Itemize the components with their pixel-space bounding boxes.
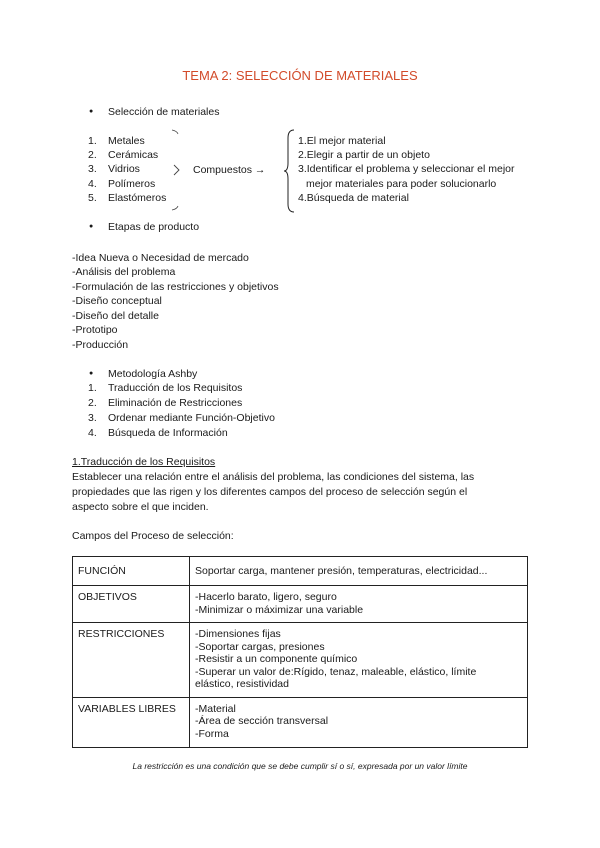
table-key: OBJETIVOS xyxy=(73,586,190,623)
list-item: 1.El mejor material xyxy=(298,135,386,147)
materials-bracket xyxy=(168,126,184,216)
list-item: 5. Elastómeros xyxy=(88,192,167,204)
steps-brace xyxy=(283,128,297,214)
table-key: FUNCIÓN xyxy=(73,557,190,586)
list-item: 4. Polímeros xyxy=(88,178,156,190)
table-row xyxy=(73,586,528,623)
campos-table xyxy=(72,556,528,748)
list-item: -Diseño conceptual xyxy=(72,295,162,307)
table-key: RESTRICCIONES xyxy=(73,623,190,698)
list-item: -Producción xyxy=(72,339,129,351)
list-item: 2.Elegir a partir de un objeto xyxy=(298,149,430,161)
table-value: -Hacerlo barato, ligero, seguro -Minimizar o máximizar una variable xyxy=(190,586,528,623)
footnote: La restricción es una condición que se debe cumplir sí o sí, expresada por un valor límite xyxy=(132,761,468,771)
list-item: -Formulación de las restricciones y objetivos xyxy=(72,281,279,293)
section-heading: 1.Traducción de los Requisitos xyxy=(72,456,216,468)
list-item: 1. Traducción de los Requisitos xyxy=(88,382,243,394)
list-item: 3. Ordenar mediante Función-Objetivo xyxy=(88,412,275,424)
table-row xyxy=(73,623,528,698)
page-title: TEMA 2: SELECCIÓN DE MATERIALES xyxy=(182,68,418,83)
list-item: mejor materiales para poder solucionarlo xyxy=(306,178,497,190)
list-item: -Diseño del detalle xyxy=(72,310,159,322)
list-item: -Análisis del problema xyxy=(72,266,176,278)
list-item: 3. Vidrios xyxy=(88,163,140,175)
table-row xyxy=(73,697,528,747)
table-value: Soportar carga, mantener presión, temperaturas, electricidad... xyxy=(190,557,528,586)
bullet-ashby: ● Metodología Ashby xyxy=(108,367,197,381)
paragraph-line: aspecto sobre el que inciden. xyxy=(72,501,209,513)
table-row xyxy=(73,557,528,586)
campos-label: Campos del Proceso de selección: xyxy=(72,530,234,542)
table-key: VARIABLES LIBRES xyxy=(73,697,190,747)
list-item: 2. Eliminación de Restricciones xyxy=(88,397,243,409)
paragraph-line: Establecer una relación entre el análisis del problema, las condiciones del sistema, las xyxy=(72,471,475,483)
bullet-seleccion: ● Selección de materiales xyxy=(108,105,219,119)
list-item: 4. Búsqueda de Información xyxy=(88,427,228,439)
list-item: 1. Metales xyxy=(88,135,145,147)
list-item: -Idea Nueva o Necesidad de mercado xyxy=(72,252,249,264)
list-item: 3.Identificar el problema y seleccionar el mejor xyxy=(298,163,515,175)
table-value: -Dimensiones fijas -Soportar cargas, presiones -Resistir a un componente químico -Superar un valor de:Rígido, tenaz, maleable, elástico, límite elástico, resistividad xyxy=(190,623,528,698)
paragraph-line: propiedades que las rigen y los diferentes campos del proceso de selección según el xyxy=(72,486,468,498)
bullet-etapas: ● Etapas de producto xyxy=(108,220,199,234)
table-value: -Material -Área de sección transversal -Forma xyxy=(190,697,528,747)
list-item: -Prototipo xyxy=(72,324,118,336)
list-item: 2. Cerámicas xyxy=(88,149,159,161)
compuestos-label: Compuestos → xyxy=(193,164,266,176)
list-item: 4.Búsqueda de material xyxy=(298,192,409,204)
